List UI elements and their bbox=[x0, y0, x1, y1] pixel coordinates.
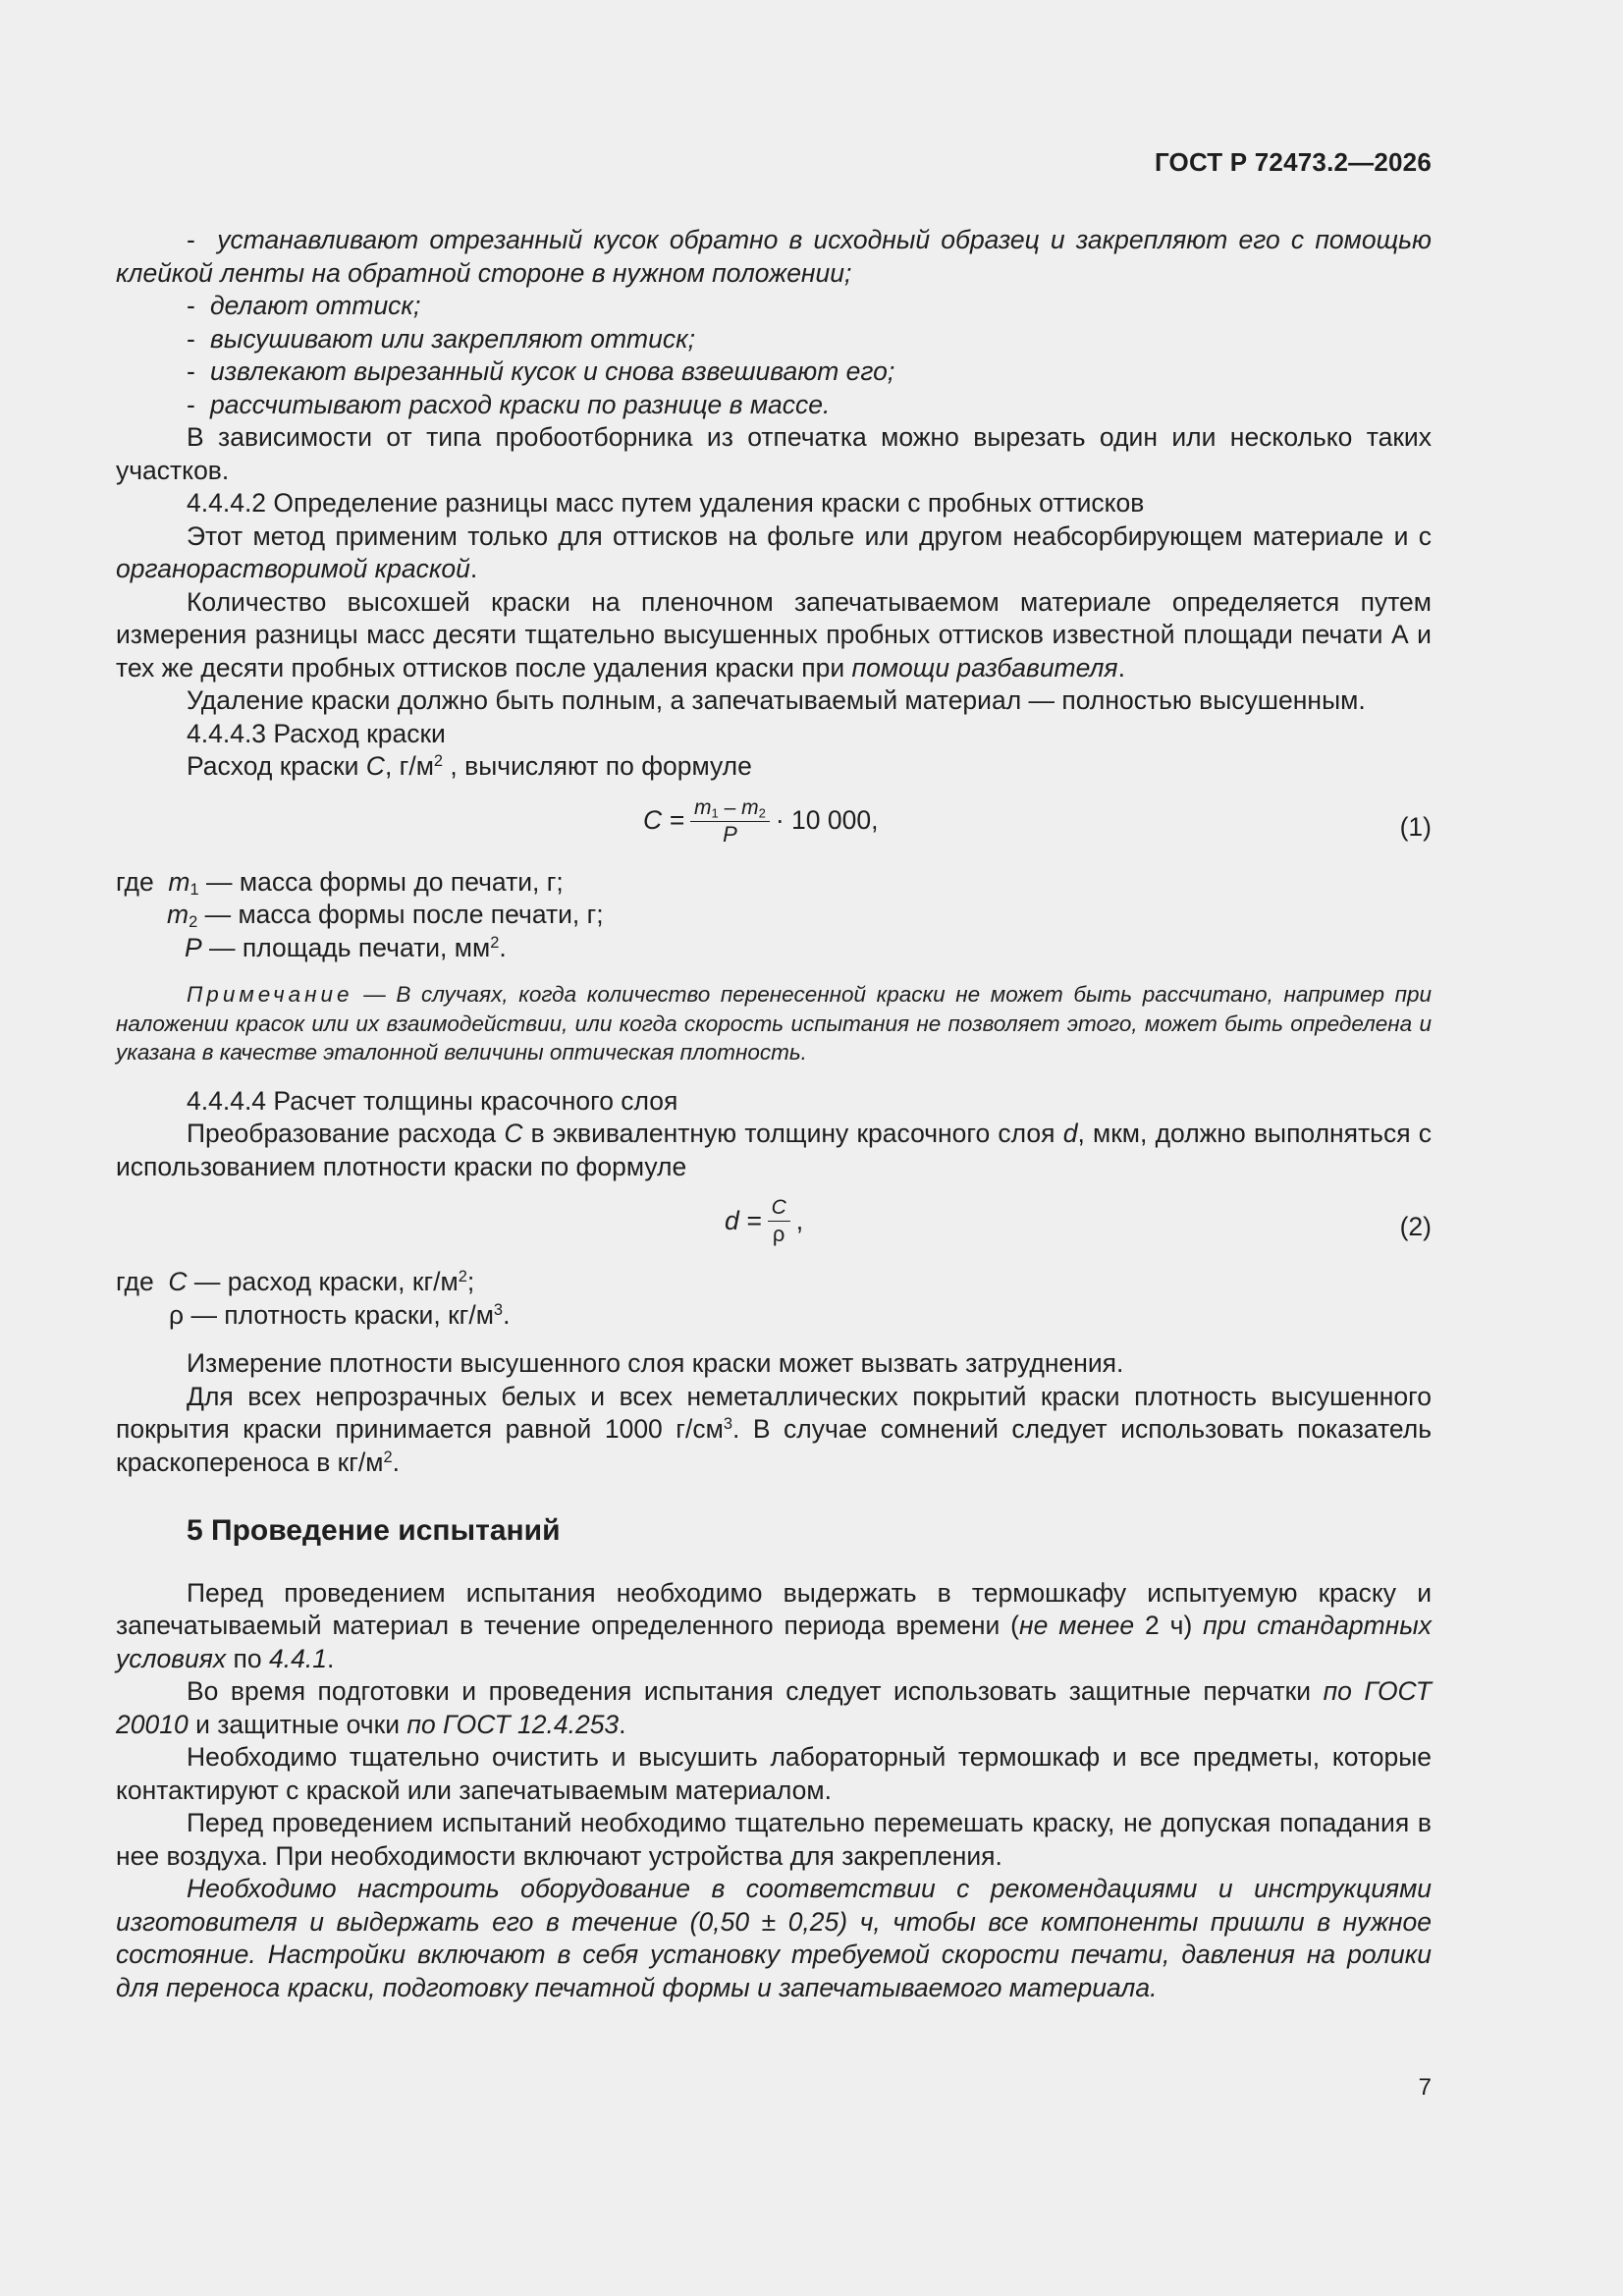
dash-item bbox=[116, 224, 1432, 290]
formula-2-math bbox=[725, 1195, 803, 1247]
text-run: Количество высохшей краски на пленочном запечатываемом материале определяется путем измерения разницы масс десяти тщательно высушенных пробных оттисков известной площади печати А и тех же десяти пробных оттисков после удаления краски при bbox=[116, 586, 1432, 683]
legend-text: . bbox=[499, 932, 507, 962]
superscript: 3 bbox=[493, 1300, 504, 1319]
paragraph-density bbox=[116, 1381, 1432, 1480]
text-run-italic: 4.4.1 bbox=[269, 1643, 327, 1673]
fraction bbox=[768, 1195, 790, 1247]
legend-row bbox=[116, 1299, 1432, 1333]
legend-row bbox=[116, 1266, 1432, 1299]
text-run: . bbox=[392, 1447, 401, 1477]
text-run: в эквивалентную толщину красочного слоя bbox=[522, 1119, 1063, 1148]
symbol: С bbox=[504, 1119, 523, 1148]
symbol: С bbox=[168, 1267, 188, 1296]
legend-row bbox=[116, 866, 1432, 900]
text-run: Этот метод применим только для оттисков на фольге или другом неабсорбирующем материале и с bbox=[187, 520, 1432, 551]
formula-lhs: d = bbox=[725, 1205, 762, 1235]
text-run: Расход краски bbox=[187, 751, 366, 781]
text-run: . bbox=[469, 554, 478, 583]
subscript: 1 bbox=[189, 880, 199, 899]
paragraph-section5-1 bbox=[116, 1577, 1432, 1676]
document-id: ГОСТ Р 72473.2—2026 bbox=[1154, 147, 1432, 177]
text-run-italic: не менее bbox=[1019, 1611, 1135, 1640]
equation-number: (1) bbox=[1399, 811, 1432, 842]
text-run-italic: по ГОСТ 20010 bbox=[116, 1676, 1432, 1739]
paragraph-section5-2 bbox=[116, 1675, 1432, 1741]
fraction-numerator: C bbox=[768, 1195, 790, 1222]
text-run: . bbox=[619, 1709, 626, 1739]
superscript: 2 bbox=[433, 751, 444, 770]
formula-1-math bbox=[643, 795, 878, 847]
symbol: m bbox=[167, 900, 189, 929]
text-run: Преобразование расхода bbox=[187, 1119, 505, 1148]
symbol: m bbox=[168, 866, 190, 897]
paragraph-convert bbox=[116, 1118, 1432, 1183]
paragraph-calc bbox=[116, 750, 1432, 784]
dash-item-text: высушивают или закрепляют оттиск; bbox=[210, 323, 695, 354]
clause-heading-4-4-4-4: 4.4.4.4 Расчет толщины красочного слоя bbox=[187, 1085, 678, 1116]
legend-text: ; bbox=[466, 1267, 475, 1296]
subscript: 2 bbox=[758, 804, 766, 820]
text-run: Во время подготовки и проведения испытания следует использовать защитные перчатки bbox=[187, 1676, 1324, 1706]
legend-text: — масса формы после печати, г; bbox=[197, 900, 604, 929]
operator: – bbox=[718, 795, 742, 819]
text-run: Перед проведением испытания необходимо выдержать в термошкафу испытуемую краску и запечатываемый материал в течение определенного периода времени ( bbox=[116, 1577, 1432, 1640]
legend-text: — площадь печати, мм bbox=[201, 932, 491, 962]
paragraph-sampler: В зависимости от типа пробоотборника из отпечатка можно вырезать один или несколько таких участков. bbox=[116, 422, 1432, 485]
equation-number: (2) bbox=[1399, 1212, 1432, 1241]
formula-lhs: С = bbox=[643, 805, 684, 836]
text-run-italic: органорастворимой краской bbox=[116, 554, 470, 583]
paragraph-section5-4: Перед проведением испытаний необходимо тщательно перемешать краску, не допуская попадания в нее воздуха. При необходимости включают устройства для закрепления. bbox=[116, 1808, 1432, 1871]
subscript: 1 bbox=[711, 804, 719, 820]
dash-item bbox=[116, 290, 1432, 323]
clause-heading-4-4-4-2: 4.4.4.2 Определение разницы масс путем удаления краски с пробных оттисков bbox=[187, 488, 1145, 518]
dash-mark: - bbox=[187, 323, 195, 354]
legend-text: — масса формы до печати, г; bbox=[198, 866, 564, 897]
symbol: m bbox=[741, 795, 759, 819]
text-run-italic: по ГОСТ 12.4.253 bbox=[406, 1709, 620, 1739]
paragraph-section5-5: Необходимо настроить оборудование в соответствии с рекомендациями и инструкциями изготовителя и выдержать его в течение (0,50 ± 0,25) ч, чтобы все компоненты пришли в нужное состояние. Настройки включают в себя установку требуемой скорости печати, давления на ролики для переноса краски, подготовку печатной формы и запечатываемого материала. bbox=[116, 1874, 1432, 2002]
text-run-italic: помощи разбавителя bbox=[851, 652, 1118, 683]
clause-heading-4-4-4-3: 4.4.4.3 Расход краски bbox=[187, 718, 446, 748]
fraction-numerator bbox=[690, 795, 770, 822]
paragraph-section5-3: Необходимо тщательно очистить и высушить лабораторный термошкаф и все предметы, которые контактируют с краской или запечатываемым материалом. bbox=[116, 1742, 1432, 1805]
superscript: 2 bbox=[490, 933, 500, 952]
text-run-italic: при стандартных условиях bbox=[116, 1611, 1432, 1673]
text-run: . В случае сомнений следует использовать показатель краскопереноса в кг/м bbox=[116, 1414, 1432, 1477]
text-run: 2 ч) bbox=[1134, 1611, 1204, 1640]
symbol: d bbox=[1062, 1119, 1078, 1148]
symbol: С bbox=[365, 751, 385, 781]
paragraph-quantity bbox=[116, 586, 1432, 685]
legend-text: — расход краски, кг/м bbox=[187, 1267, 459, 1296]
fraction bbox=[690, 795, 770, 847]
text-run: Для всех непрозрачных белых и всех неметаллических покрытий краски плотность высушенного покрытия краски принимается равной 1000 г/см bbox=[116, 1381, 1432, 1444]
text-run: по bbox=[226, 1643, 269, 1673]
dash-item-text: устанавливают отрезанный кусок обратно в исходный образец и закрепляют его с помощью клейкой ленты на обратной стороне в нужном положении; bbox=[116, 225, 1432, 288]
superscript: 3 bbox=[723, 1414, 732, 1433]
dash-mark: - bbox=[187, 389, 195, 419]
legend-row bbox=[116, 899, 1432, 932]
superscript: 2 bbox=[458, 1267, 467, 1285]
note-text: — В случаях, когда количество перенесенной краски не может быть рассчитано, например при наложении красок или их взаимодействии, или когда скорость испытания не позволяет этого, может быть определена и указана в качестве эталонной величины оптическая плотность. bbox=[116, 982, 1432, 1065]
formula-2-legend bbox=[116, 1266, 1432, 1332]
legend-text: . bbox=[503, 1299, 511, 1330]
symbol: m bbox=[693, 795, 712, 819]
paragraph-measure: Измерение плотности высушенного слоя краски может вызвать затруднения. bbox=[187, 1348, 1124, 1378]
formula-1-legend bbox=[116, 866, 1432, 965]
text-run: . bbox=[1117, 652, 1125, 683]
paragraph-removal: Удаление краски должно быть полным, а запечатываемый материал — полностью высушенным. bbox=[187, 685, 1366, 715]
dash-item bbox=[116, 355, 1432, 389]
note-label: Примечание bbox=[187, 982, 353, 1007]
legend-row bbox=[116, 932, 1432, 965]
note bbox=[116, 980, 1432, 1067]
dash-item-text: извлекают вырезанный кусок и снова взвешивают его; bbox=[210, 356, 895, 386]
paragraph-method bbox=[116, 520, 1432, 586]
legend-prefix: где bbox=[116, 866, 154, 897]
text-run: , вычисляют по формуле bbox=[443, 751, 752, 781]
legend-prefix: где bbox=[116, 1267, 154, 1296]
formula-rhs: · 10 000, bbox=[775, 805, 879, 836]
symbol: ρ bbox=[169, 1299, 185, 1330]
fraction-denominator: ρ bbox=[772, 1222, 785, 1246]
dash-mark: - bbox=[187, 291, 195, 320]
text-run: , г/м bbox=[384, 751, 434, 781]
fraction-denominator: P bbox=[723, 821, 737, 847]
page-number: 7 bbox=[1418, 2074, 1432, 2101]
formula-1 bbox=[116, 786, 1432, 864]
subscript: 2 bbox=[189, 913, 198, 932]
dash-item-text: делают оттиск; bbox=[210, 291, 421, 320]
dash-item bbox=[116, 389, 1432, 422]
legend-text: — плотность краски, кг/м bbox=[184, 1299, 494, 1330]
text-run: и защитные очки bbox=[188, 1709, 407, 1739]
dash-item bbox=[116, 323, 1432, 356]
text-run: . bbox=[326, 1643, 335, 1673]
formula-2 bbox=[116, 1185, 1432, 1264]
dash-mark: - bbox=[187, 225, 195, 254]
document-body bbox=[116, 224, 1432, 2004]
formula-rhs: , bbox=[795, 1205, 804, 1235]
superscript: 2 bbox=[383, 1448, 393, 1466]
symbol: P bbox=[185, 932, 202, 962]
section-heading-5: 5 Проведение испытаний bbox=[187, 1514, 561, 1547]
text-run: , мкм, должно выполняться с использованием плотности краски по формуле bbox=[116, 1119, 1432, 1181]
dash-item-text: рассчитывают расход краски по разнице в массе. bbox=[210, 389, 831, 419]
dash-mark: - bbox=[187, 356, 195, 386]
